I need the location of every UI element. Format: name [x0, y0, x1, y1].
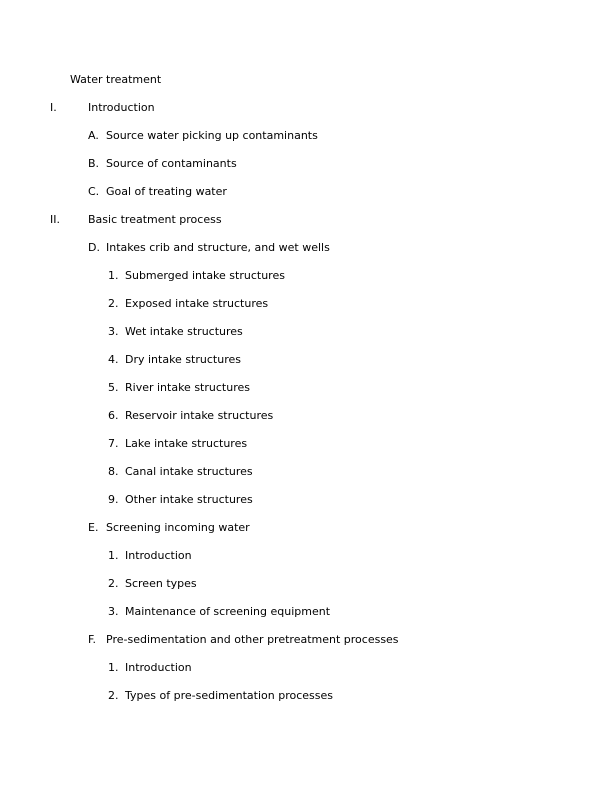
outline-item — [0, 598, 612, 626]
outline-item — [0, 514, 612, 542]
outline-item-text: River intake structures — [125, 381, 250, 394]
outline-item-marker: 1. — [108, 661, 119, 674]
outline-item — [0, 94, 612, 122]
outline-list — [0, 94, 612, 710]
outline-item-text: Goal of treating water — [106, 185, 227, 198]
outline-item-marker: C. — [88, 185, 100, 198]
outline-item-marker: B. — [88, 157, 100, 170]
outline-item-text: Basic treatment process — [88, 213, 222, 226]
outline-item — [0, 654, 612, 682]
outline-item-text: Screen types — [125, 577, 197, 590]
outline-item-text: Types of pre-sedimentation processes — [125, 689, 333, 702]
outline-item — [0, 346, 612, 374]
outline-item-marker: 4. — [108, 353, 119, 366]
outline-item-marker: 7. — [108, 437, 119, 450]
outline-item-text: Lake intake structures — [125, 437, 248, 450]
outline-item-marker: 5. — [108, 381, 119, 394]
outline-item — [0, 626, 612, 654]
outline-item-text: Wet intake structures — [125, 325, 243, 338]
outline-item-marker: F. — [88, 633, 97, 646]
outline-item-text: Pre-sedimentation and other pretreatment processes — [106, 633, 399, 646]
outline-item-marker: 3. — [108, 605, 119, 618]
outline-item — [0, 262, 612, 290]
outline-item-marker: II. — [50, 213, 60, 226]
outline-item — [0, 570, 612, 598]
outline-item-marker: 8. — [108, 465, 119, 478]
outline-item — [0, 206, 612, 234]
outline-item — [0, 430, 612, 458]
outline-item-marker: 2. — [108, 577, 119, 590]
outline-item-marker: 1. — [108, 549, 119, 562]
outline-item — [0, 682, 612, 710]
outline-item-text: Canal intake structures — [125, 465, 253, 478]
outline-item-marker: 2. — [108, 689, 119, 702]
outline-item-text: Introduction — [125, 661, 192, 674]
outline-item-marker: A. — [88, 129, 99, 142]
outline-item-marker: 1. — [108, 269, 119, 282]
outline-item — [0, 458, 612, 486]
outline-item-text: Introduction — [125, 549, 192, 562]
outline-item-text: Exposed intake structures — [125, 297, 269, 310]
outline-item-marker: 3. — [108, 325, 119, 338]
outline-item-text: Reservoir intake structures — [125, 409, 274, 422]
outline-item — [0, 178, 612, 206]
outline-item-marker: 6. — [108, 409, 119, 422]
outline-item — [0, 542, 612, 570]
outline-item — [0, 402, 612, 430]
outline-item — [0, 318, 612, 346]
page-title: Water treatment — [70, 73, 162, 86]
outline-item-text: Maintenance of screening equipment — [125, 605, 331, 618]
outline-item-marker: E. — [88, 521, 99, 534]
outline-item-text: Submerged intake structures — [125, 269, 285, 282]
outline-item-text: Source of contaminants — [106, 157, 237, 170]
outline-item — [0, 290, 612, 318]
outline-item-marker: 2. — [108, 297, 119, 310]
outline-item — [0, 234, 612, 262]
outline-item-marker: I. — [50, 101, 57, 114]
outline-item — [0, 374, 612, 402]
outline-item — [0, 122, 612, 150]
outline-item-text: Intakes crib and structure, and wet wells — [106, 241, 330, 254]
outline-item-text: Other intake structures — [125, 493, 253, 506]
outline-item-text: Source water picking up contaminants — [106, 129, 318, 142]
outline-item-text: Dry intake structures — [125, 353, 241, 366]
outline-item — [0, 486, 612, 514]
outline-item — [0, 150, 612, 178]
outline-item-marker: D. — [88, 241, 100, 254]
outline-item-text: Introduction — [88, 101, 155, 114]
outline-item-marker: 9. — [108, 493, 119, 506]
outline-item-text: Screening incoming water — [106, 521, 250, 534]
